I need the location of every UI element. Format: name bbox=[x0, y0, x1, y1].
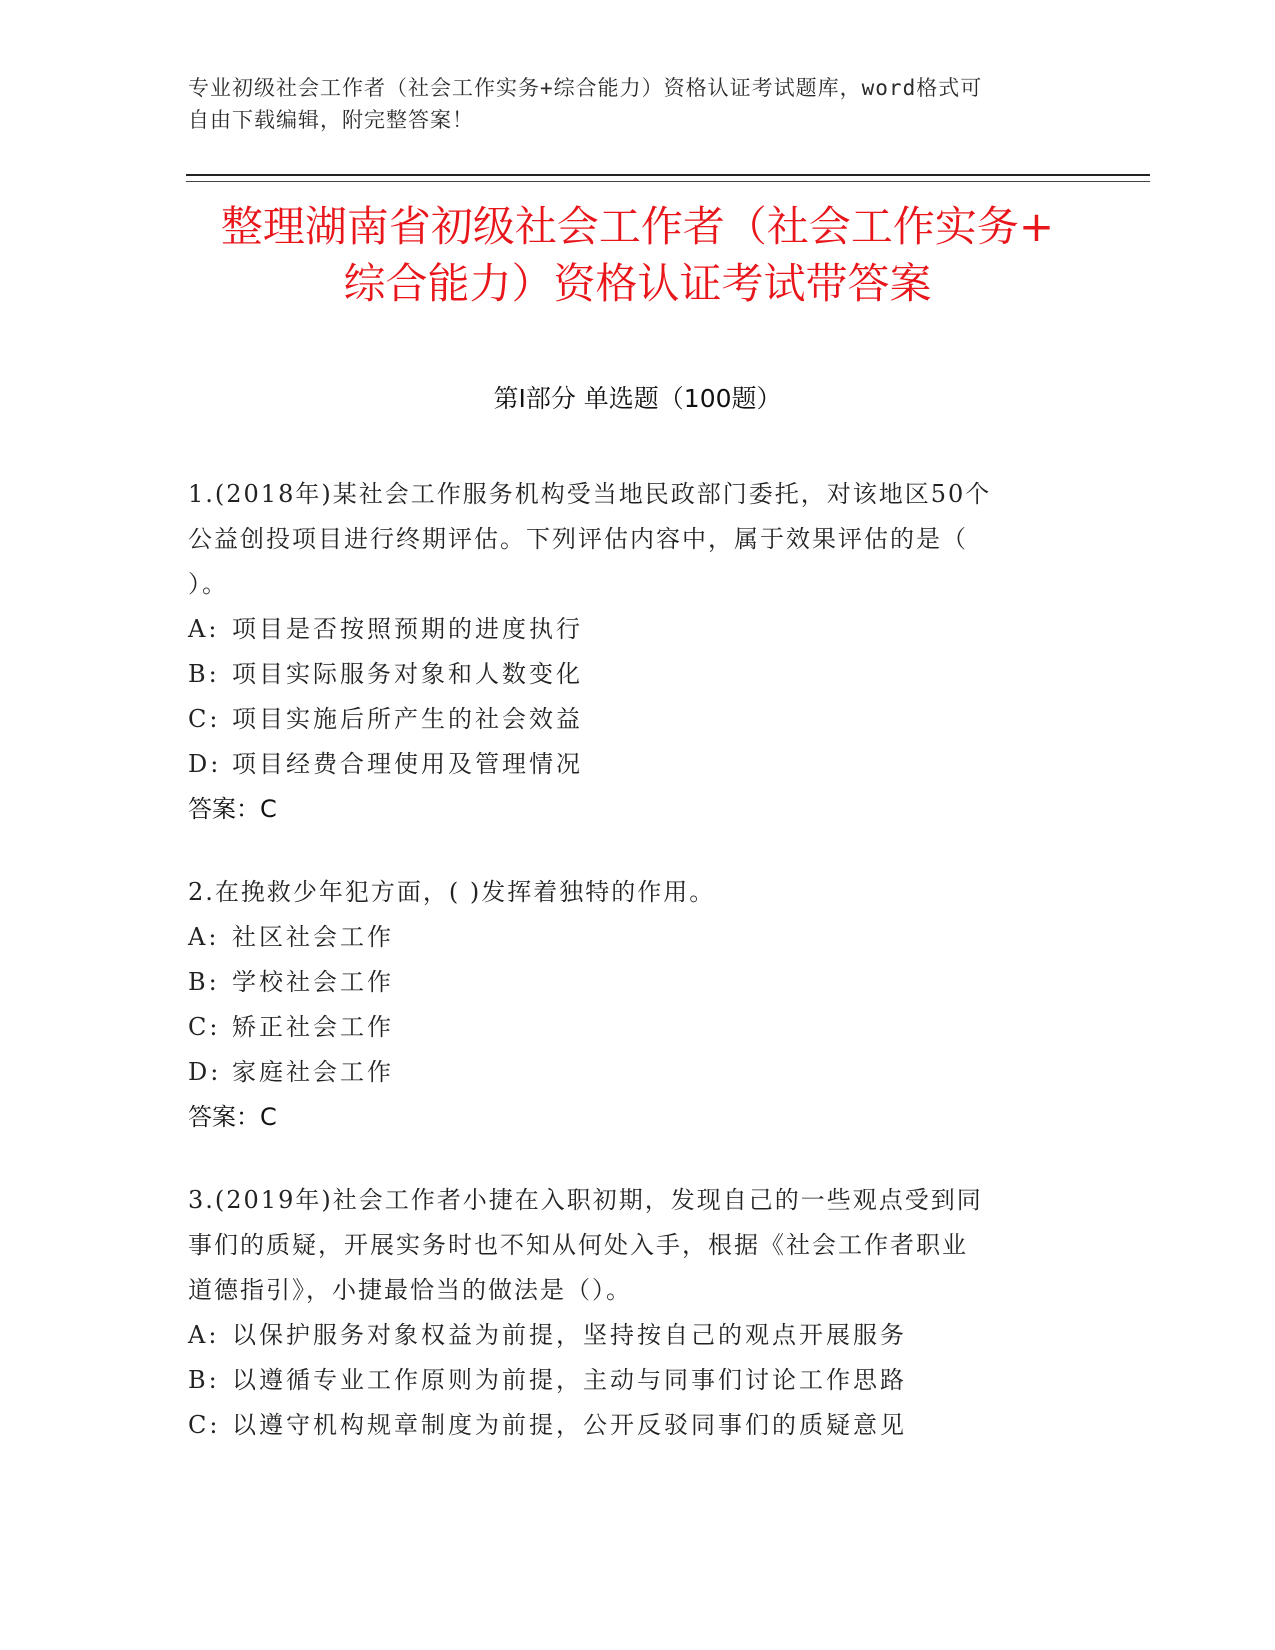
option-text: 学校社会工作 bbox=[232, 968, 394, 996]
header-note bbox=[188, 72, 1088, 136]
question-item bbox=[188, 870, 1088, 1140]
option-text: 以保护服务对象权益为前提，坚持按自己的观点开展服务 bbox=[232, 1321, 907, 1349]
question-stem-line: 3.(2019年)社会工作者小捷在入职初期，发现自己的一些观点受到同 bbox=[188, 1186, 983, 1214]
question-item bbox=[188, 472, 1088, 832]
header-divider-thick bbox=[186, 174, 1150, 176]
option-key: B: bbox=[188, 660, 220, 688]
option-c bbox=[188, 1403, 1088, 1448]
option-text: 项目实际服务对象和人数变化 bbox=[232, 660, 583, 688]
option-key: B: bbox=[188, 968, 220, 996]
option-b bbox=[188, 1358, 1088, 1403]
question-stem-line: 2.在挽救少年犯方面，( )发挥着独特的作用。 bbox=[188, 878, 716, 906]
option-text: 以遵守机构规章制度为前提，公开反驳同事们的质疑意见 bbox=[232, 1411, 907, 1439]
question-stem-line: 道德指引》，小捷最恰当的做法是（）。 bbox=[188, 1276, 632, 1304]
option-key: A: bbox=[188, 923, 220, 951]
document-title bbox=[160, 198, 1115, 312]
option-text: 项目实施后所产生的社会效益 bbox=[232, 705, 583, 733]
header-note-line: 专业初级社会工作者（社会工作实务+综合能力）资格认证考试题库，word格式可 bbox=[188, 76, 983, 100]
option-key: A: bbox=[188, 615, 220, 643]
question-stem-line: 1.(2018年)某社会工作服务机构受当地民政部门委托，对该地区50个 bbox=[188, 480, 992, 508]
option-key: B: bbox=[188, 1366, 220, 1394]
option-key: A: bbox=[188, 1321, 220, 1349]
option-a bbox=[188, 607, 1088, 652]
question-stem-line: 公益创投项目进行终期评估。下列评估内容中，属于效果评估的是（ bbox=[188, 525, 968, 553]
document-title-line: 综合能力）资格认证考试带答案 bbox=[343, 259, 932, 308]
document-title-line: 整理湖南省初级社会工作者（社会工作实务+ bbox=[220, 202, 1055, 251]
option-text: 以遵循专业工作原则为前提，主动与同事们讨论工作思路 bbox=[232, 1366, 907, 1394]
question-stem bbox=[188, 472, 1088, 607]
option-b bbox=[188, 652, 1088, 697]
question-stem-line: ）。 bbox=[188, 570, 228, 598]
header-divider-thin bbox=[186, 181, 1150, 182]
option-d bbox=[188, 742, 1088, 787]
option-text: 项目是否按照预期的进度执行 bbox=[232, 615, 583, 643]
option-key: C: bbox=[188, 705, 221, 733]
option-a bbox=[188, 915, 1088, 960]
option-key: C: bbox=[188, 1013, 221, 1041]
option-text: 矫正社会工作 bbox=[232, 1013, 394, 1041]
option-text: 家庭社会工作 bbox=[232, 1058, 394, 1086]
option-text: 项目经费合理使用及管理情况 bbox=[232, 750, 583, 778]
question-stem bbox=[188, 1178, 1088, 1313]
option-key: D: bbox=[188, 750, 222, 778]
option-c bbox=[188, 1005, 1088, 1050]
option-d bbox=[188, 1050, 1088, 1095]
question-answer: 答案：C bbox=[188, 1103, 277, 1131]
option-a bbox=[188, 1313, 1088, 1358]
option-b bbox=[188, 960, 1088, 1005]
option-text: 社区社会工作 bbox=[232, 923, 394, 951]
question-stem bbox=[188, 870, 1088, 915]
option-key: D: bbox=[188, 1058, 222, 1086]
option-key: C: bbox=[188, 1411, 221, 1439]
question-item bbox=[188, 1178, 1088, 1448]
question-list bbox=[188, 472, 1088, 1486]
option-c bbox=[188, 697, 1088, 742]
question-answer: 答案：C bbox=[188, 795, 277, 823]
question-stem-line: 事们的质疑，开展实务时也不知从何处入手，根据《社会工作者职业 bbox=[188, 1231, 968, 1259]
section-heading: 第Ⅰ部分 单选题（100题） bbox=[493, 384, 782, 413]
header-note-line: 自由下载编辑，附完整答案！ bbox=[188, 108, 474, 132]
